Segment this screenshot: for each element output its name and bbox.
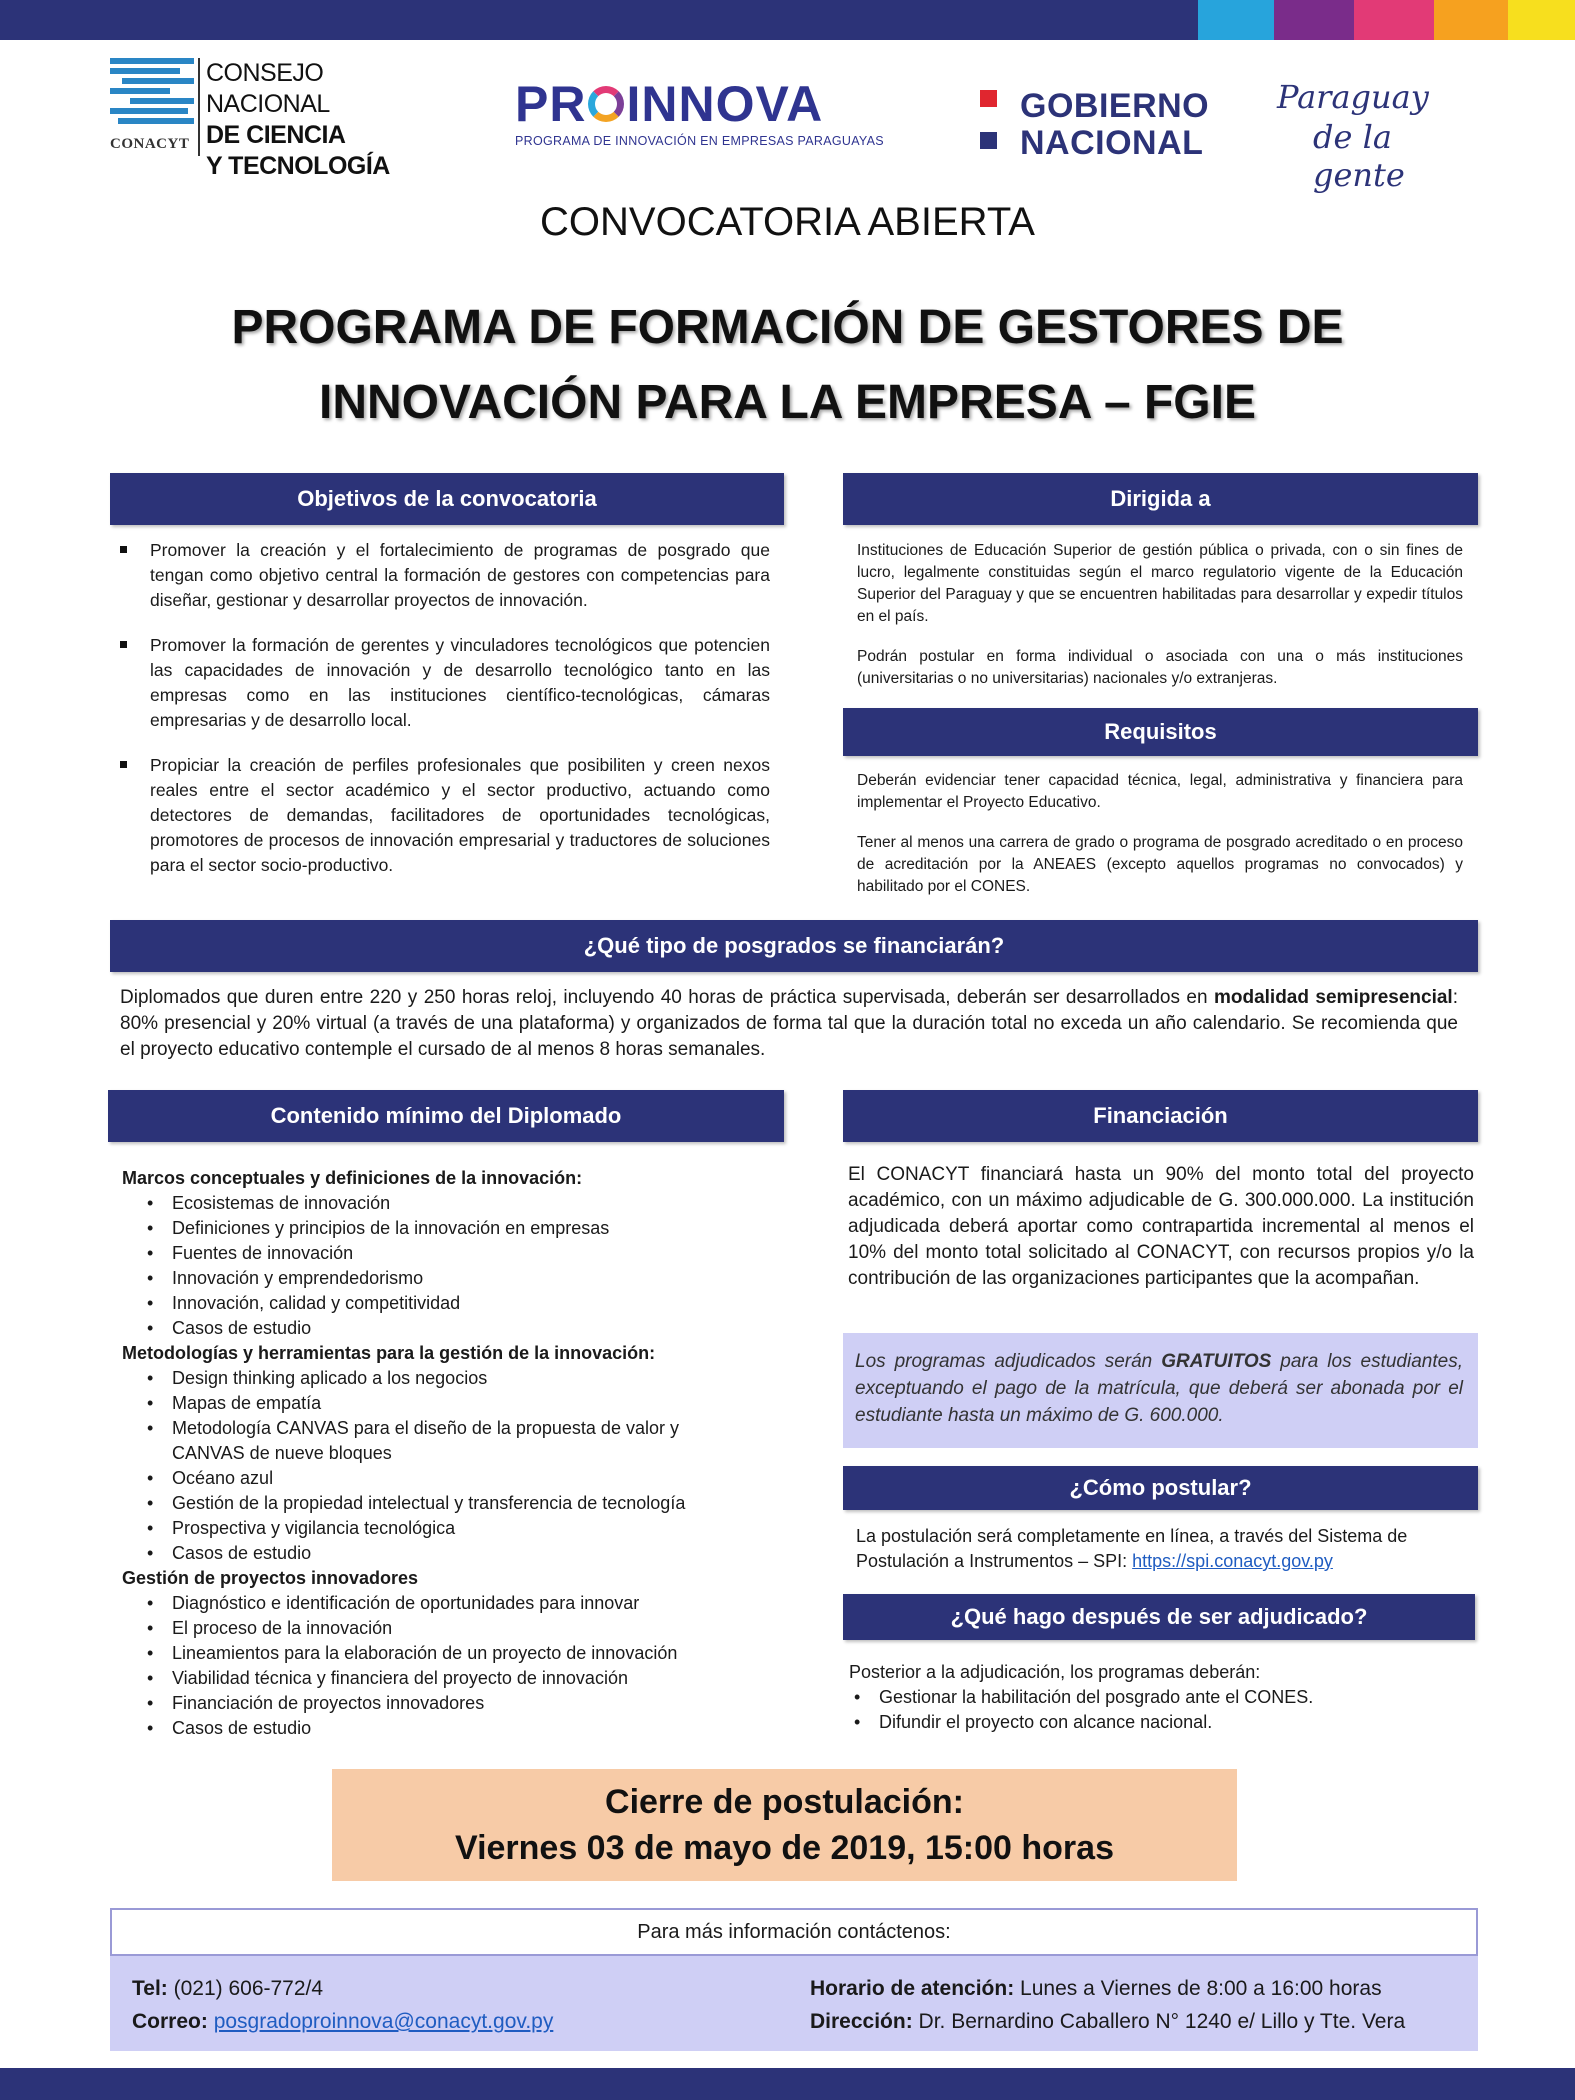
cierre-line2: Viernes 03 de mayo de 2019, 15:00 horas: [455, 1829, 1114, 1867]
direccion-value: Dr. Bernardino Caballero N° 1240 e/ Lillo y Tte. Vera: [912, 2010, 1406, 2033]
contenido-section-title: Gestión de proyectos innovadores: [122, 1568, 419, 1588]
contenido-item: • Lineamientos para la elaboración de un proyecto de innovación: [172, 1641, 782, 1666]
contenido-item: • Innovación, calidad y competitividad: [172, 1291, 782, 1316]
requisitos-p2: Tener al menos una carrera de grado o programa de posgrado acreditado o en proceso de acreditación por la ANEAES (excepto aquellos programas no convocados) y habilitado por el CONES.: [857, 834, 1463, 895]
objetivos-list: [110, 538, 770, 898]
blue-square-icon: [980, 132, 997, 149]
contenido-item: • Diagnóstico e identificación de oportunidades para innovar: [172, 1591, 782, 1616]
objetivos-header: Objetivos de la convocatoria: [110, 473, 784, 525]
gratuitos-text: [843, 1333, 1478, 1429]
despues-item: • Gestionar la habilitación del posgrado ante el CONES.: [879, 1685, 1469, 1710]
contenido-item: • Casos de estudio: [172, 1716, 782, 1741]
paraguay-line2: de la gente: [1313, 118, 1405, 194]
email-link[interactable]: posgradoproinnova@conacyt.gov.py: [213, 2010, 554, 2033]
postular-header: ¿Cómo postular?: [843, 1466, 1478, 1510]
gratuitos-box: [843, 1333, 1478, 1448]
postular-body: [856, 1524, 1466, 1574]
top-color-bar: [0, 0, 1575, 40]
correo-label: Correo:: [132, 2010, 208, 2033]
red-square-icon: [980, 90, 997, 107]
contenido-header: Contenido mínimo del Diplomado: [108, 1090, 784, 1142]
gratuitos-text-a: Los programas adjudicados serán: [855, 1351, 1162, 1372]
horario-value: Lunes a Viernes de 8:00 a 16:00 horas: [1014, 1977, 1382, 2000]
requisitos-header: Requisitos: [843, 708, 1478, 756]
bottom-color-bar: [0, 2068, 1575, 2100]
dirigida-p2: Podrán postular en forma individual o asociada con una o más instituciones (universitarias o no universitarias) nacionales y/o extranjeras.: [857, 648, 1463, 687]
program-title: [0, 290, 1575, 440]
contenido-item: • Gestión de la propiedad intelectual y transferencia de tecnología: [172, 1491, 782, 1516]
contact-right: [810, 1972, 1470, 2038]
conacyt-logo: [110, 58, 450, 180]
stripe-yellow: [1508, 0, 1575, 40]
program-title-line2: INNOVACIÓN PARA LA EMPRESA – FGIE: [319, 376, 1256, 429]
stripe-blue: [1198, 0, 1274, 40]
contenido-item: • Definiciones y principios de la innovación en empresas: [172, 1216, 782, 1241]
despues-body: [849, 1660, 1469, 1735]
dirigida-p1: Instituciones de Educación Superior de gestión pública o privada, con o sin fines de lucro, legalmente constituidas según el marco regulatorio vigente de la Educación Superior del Paraguay y que se encuentren habilitadas para desarrollar y expedir títulos en el país.: [857, 542, 1463, 625]
contenido-item: • Ecosistemas de innovación: [172, 1191, 782, 1216]
stripe-orange: [1434, 0, 1508, 40]
posgrados-body: [120, 985, 1458, 1063]
contenido-item: • El proceso de la innovación: [172, 1616, 782, 1641]
tel-value: (021) 606-772/4: [167, 1977, 324, 2000]
requisitos-body: [857, 770, 1463, 898]
contenido-item: • Financiación de proyectos innovadores: [172, 1691, 782, 1716]
conacyt-name: [206, 58, 450, 182]
stripe-purple: [1274, 0, 1354, 40]
cierre-box: [332, 1769, 1237, 1881]
contenido-item: • Casos de estudio: [172, 1316, 782, 1341]
contenido-item: • Innovación y emprendedorismo: [172, 1266, 782, 1291]
posgrados-text-b: : 80% presencial y 20% virtual (a través de una plataforma) y organizados de forma tal que la duración total no exceda un año calendario. Se recomienda que el proyecto educativo contemple el cursado de al menos 8 horas semanales.: [120, 987, 1458, 1060]
objetivo-item: Promover la creación y el fortalecimiento de programas de posgrado que tengan como objetivo central la formación de gestores con competencias para diseñar, gestionar y desarrollar proyectos de innovación.: [150, 538, 770, 613]
paraguay-line1: Paraguay: [1277, 78, 1429, 116]
gobierno-name: [1020, 88, 1209, 162]
dirigida-body: [857, 540, 1463, 690]
program-title-line1: PROGRAMA DE FORMACIÓN DE GESTORES DE: [231, 301, 1344, 354]
contact-direccion: [810, 2005, 1470, 2038]
gobierno-logo: [980, 87, 1240, 162]
gobierno-line1: GOBIERNO: [1020, 87, 1210, 125]
posgrados-text-a: Diplomados que duren entre 220 y 250 horas reloj, incluyendo 40 horas de práctica supervisada, deberán ser desarrollados en: [120, 987, 1214, 1008]
contenido-section-title: Metodologías y herramientas para la gestión de la innovación:: [122, 1343, 656, 1363]
objetivo-item: Promover la formación de gerentes y vinculadores tecnológicos que potencien las capacidades de innovación y de desarrollo tecnológico tanto en las empresas como en las instituciones científico-tecnológicas, cámaras empresarias y de desarrollo local.: [150, 633, 770, 733]
posgrados-modalidad: modalidad semipresencial: [1213, 987, 1453, 1008]
direccion-label: Dirección:: [810, 2010, 913, 2033]
contenido-item: • Prospectiva y vigilancia tecnológica: [172, 1516, 782, 1541]
contact-left: [132, 1972, 732, 2038]
contact-correo: [132, 2005, 732, 2038]
contenido-item: • Mapas de empatía: [172, 1391, 782, 1416]
dirigida-header: Dirigida a: [843, 473, 1478, 525]
despues-header: ¿Qué hago después de ser adjudicado?: [843, 1594, 1475, 1640]
conacyt-line3: Y TECNOLOGÍA: [206, 152, 390, 180]
horario-label: Horario de atención:: [810, 1977, 1015, 2000]
contenido-item: • Casos de estudio: [172, 1541, 782, 1566]
proinnova-ring-icon: [588, 86, 624, 122]
contact-box: [110, 1956, 1478, 2051]
objetivo-item: Propiciar la creación de perfiles profesionales que posibiliten y creen nexos reales entre el sector académico y el sector productivo, actuando como detectores de demandas, facilitadores de oportunidades tecnológicas, promotores de procesos de innovación empresarial y traductores de soluciones para el sector socio-productivo.: [150, 753, 770, 878]
conacyt-line2: DE CIENCIA: [206, 121, 346, 149]
posgrados-header: ¿Qué tipo de posgrados se financiarán?: [110, 920, 1478, 972]
paraguay-logo: [1275, 72, 1455, 194]
proinnova-name: [515, 78, 915, 130]
call-title: CONVOCATORIA ABIERTA: [540, 200, 1035, 244]
contenido-item: • Fuentes de innovación: [172, 1241, 782, 1266]
financiacion-header: Financiación: [843, 1090, 1478, 1142]
contenido-section-title: Marcos conceptuales y definiciones de la innovación:: [122, 1168, 583, 1188]
cierre-line1: Cierre de postulación:: [605, 1783, 964, 1821]
conacyt-abbr: CONACYT: [110, 136, 190, 152]
contenido-item: • Océano azul: [172, 1466, 782, 1491]
postular-text: La postulación será completamente en línea, a través del Sistema de Postulación a Instrumentos – SPI:: [856, 1526, 1408, 1571]
contact-tel: [132, 1972, 732, 2005]
proinnova-name-b: INNOVA: [626, 76, 824, 132]
gobierno-line2: NACIONAL: [1020, 124, 1204, 162]
spi-link[interactable]: https://spi.conacyt.gov.py: [1132, 1551, 1333, 1571]
proinnova-subtitle: PROGRAMA DE INNOVACIÓN EN EMPRESAS PARAGUAYAS: [515, 134, 884, 148]
tel-label: Tel:: [132, 1977, 168, 2000]
requisitos-p1: Deberán evidenciar tener capacidad técnica, legal, administrativa y financiera para implementar el Proyecto Educativo.: [857, 772, 1463, 811]
conacyt-line1: CONSEJO NACIONAL: [206, 59, 330, 118]
conacyt-separator: [198, 58, 200, 156]
stripe-pink: [1354, 0, 1434, 40]
financiacion-body: El CONACYT financiará hasta un 90% del monto total del proyecto académico, con un máximo adjudicable de G. 300.000.000. La institución adjudicada deberá aportar como contrapartida incremental al menos el 10% del monto total solicitado al CONACYT, con recursos propios y/o la contribución de las organizaciones participantes que la acompañan.: [848, 1164, 1474, 1289]
gratuitos-bold: GRATUITOS: [1161, 1351, 1272, 1372]
conacyt-mark-icon: [110, 58, 195, 132]
gratuitos-text-b: para los estudiantes, exceptuando el pago de la matrícula, que deberá ser abonada por el estudiante hasta un máximo de G. 600.000.: [855, 1351, 1463, 1426]
contenido-body: [122, 1166, 782, 1741]
contact-horario: [810, 1972, 1470, 2005]
contenido-item: • Metodología CANVAS para el diseño de la propuesta de valor y CANVAS de nueve bloques: [172, 1416, 712, 1466]
despues-item: • Difundir el proyecto con alcance nacional.: [879, 1710, 1469, 1735]
despues-intro: Posterior a la adjudicación, los programas deberán:: [849, 1662, 1261, 1682]
contenido-item: • Viabilidad técnica y financiera del proyecto de innovación: [172, 1666, 782, 1691]
contenido-item: • Design thinking aplicado a los negocios: [172, 1366, 782, 1391]
proinnova-name-a: PR: [515, 76, 587, 132]
contact-title: Para más información contáctenos:: [110, 1908, 1478, 1956]
proinnova-logo: [515, 78, 915, 158]
